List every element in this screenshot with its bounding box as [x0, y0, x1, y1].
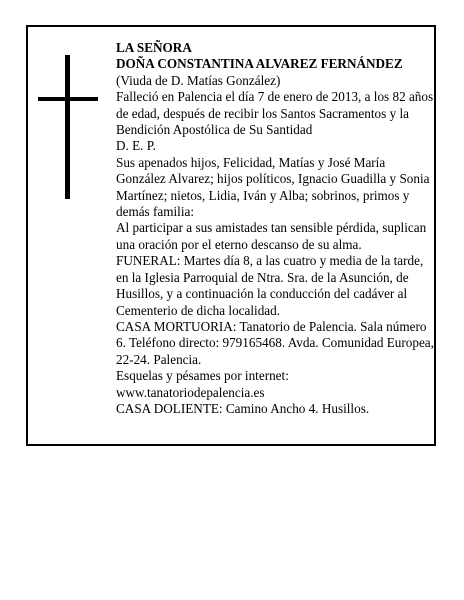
prayer-request: Al participar a sus amistades tan sensible pérdida, suplican una oración por el eterno descanso de su alma.	[116, 220, 427, 252]
deceased-name: DOÑA CONSTANTINA ALVAREZ FERNÁNDEZ	[116, 56, 403, 72]
obituary-text	[116, 40, 436, 417]
casa-mortuoria: CASA MORTUORIA: Tanatorio de Palencia. Sala número 6. Teléfono directo: 979165468. Avda. Comunidad Europea, 22-24. Palencia.	[116, 318, 434, 367]
widow-of: (Viuda de D. Matías González)	[116, 72, 281, 88]
obituary-frame	[26, 25, 436, 446]
death-info: Falleció en Palencia el día 7 de enero de 2013, a los 82 años de edad, después de recibir los Santos Sacramentos y la Bendición Apostólica de Su Santidad	[116, 89, 434, 138]
funeral-info: FUNERAL: Martes día 8, a las cuatro y media de la tarde, en la Iglesia Parroquial de Ntra. Sra. de la Asunción, de Husillos, y a continuación la conducción del cadáver al Cementerio de dicha localidad.	[116, 253, 424, 318]
cross-icon	[38, 55, 98, 199]
cross-vertical-bar	[65, 55, 70, 199]
rest-in-peace: D. E. P.	[116, 138, 156, 154]
cross-horizontal-bar	[38, 97, 98, 101]
casa-doliente: CASA DOLIENTE: Camino Ancho 4. Husillos.	[116, 400, 370, 416]
internet-info: Esquelas y pésames por internet: www.tanatoriodepalencia.es	[116, 368, 289, 400]
notice-heading: LA SEÑORA	[116, 40, 192, 55]
family-list: Sus apenados hijos, Felicidad, Matías y José María González Alvarez; hijos políticos, Ignacio Guadilla y Sonia Martínez; nietos, Lidia, Iván y Alba; sobrinos, primos y demás familia:	[116, 154, 430, 220]
